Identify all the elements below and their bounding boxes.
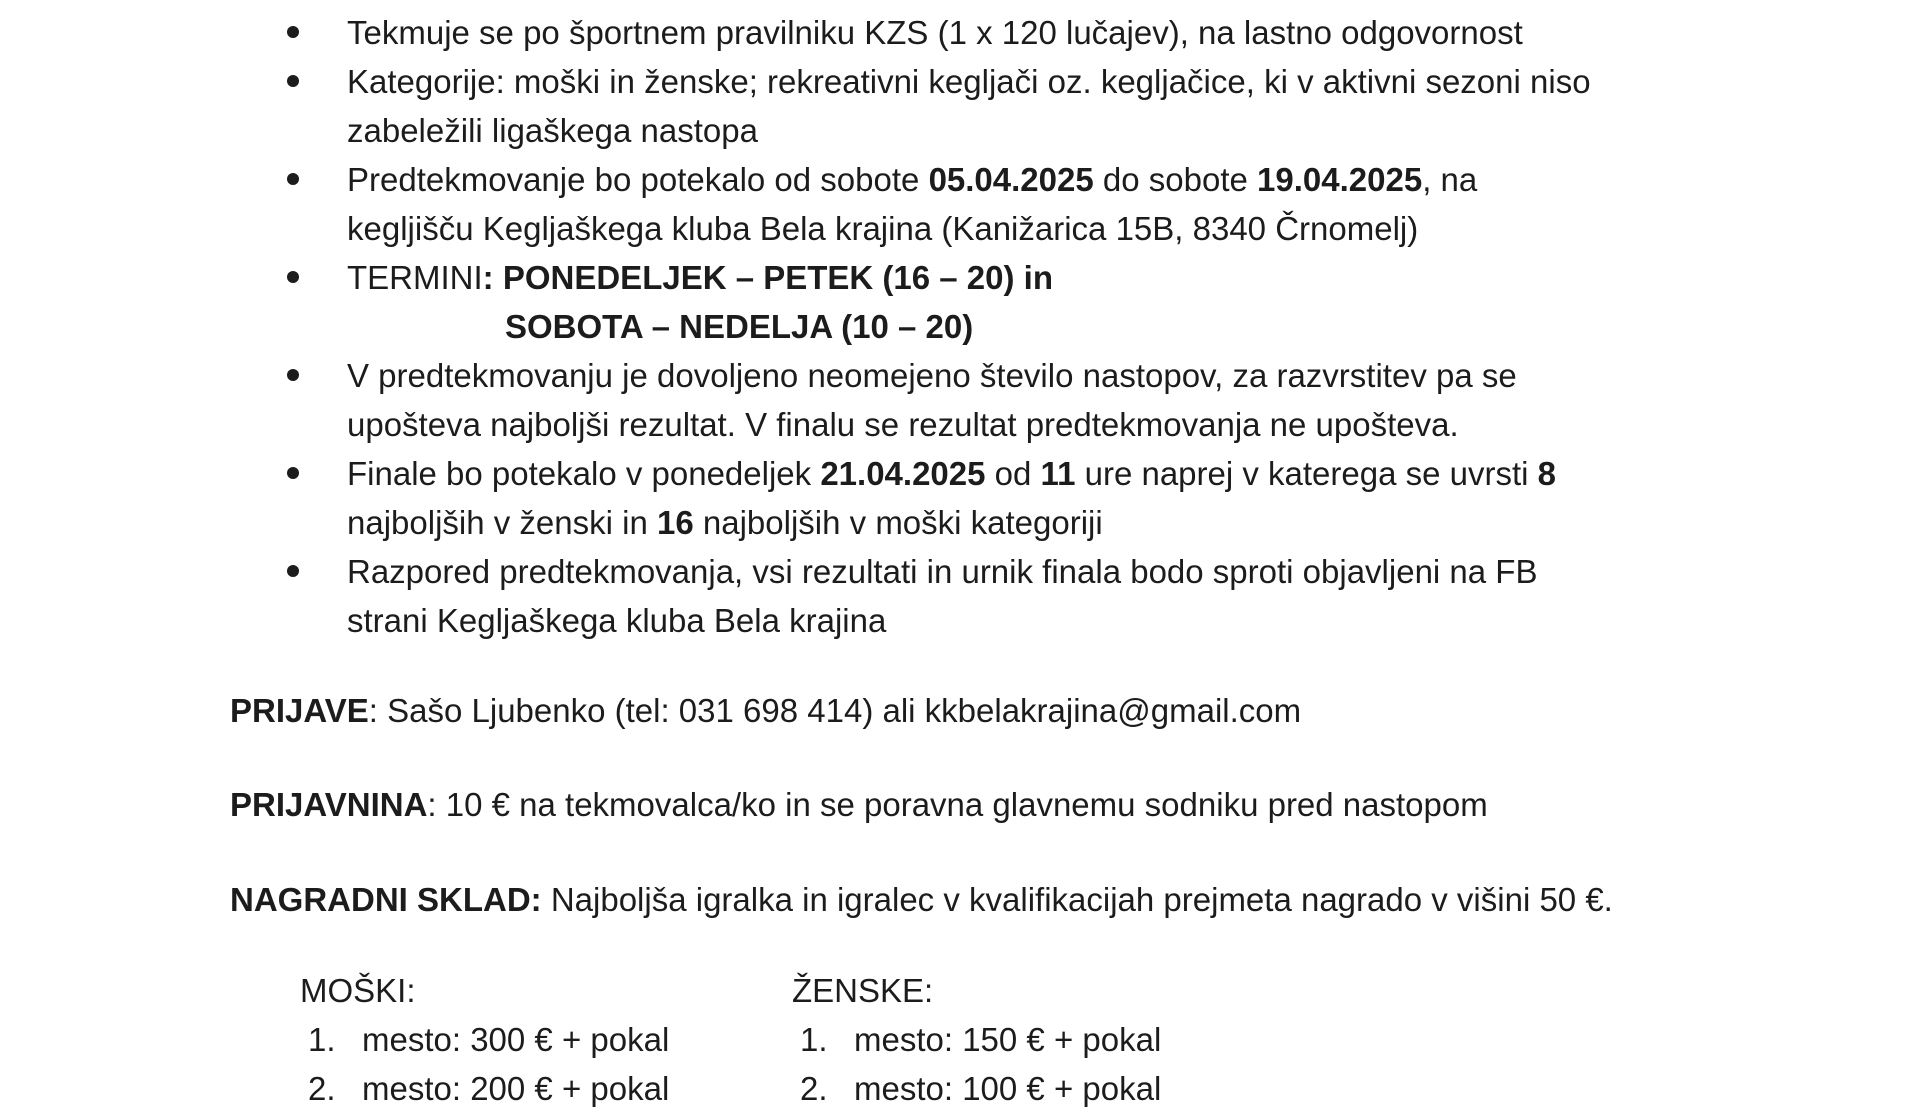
- prijavnina-label: PRIJAVNINA: [230, 786, 428, 823]
- prijave-label: PRIJAVE: [230, 692, 369, 729]
- text: Finale bo potekalo v ponedeljek: [347, 455, 821, 492]
- nagradni-sklad-text: Najboljša igralka in igralec v kvalifikacijah prejmeta nagrado v višini 50 €.: [541, 881, 1613, 918]
- text: Kategorije: moški in ženske; rekreativni kegljači oz. kegljačice, ki v aktivni sezoni niso: [347, 63, 1591, 100]
- bullet-dot-icon: [287, 75, 299, 87]
- text: Razpored predtekmovanja, vsi rezultati in urnik finala bodo sproti objavljeni na FB: [347, 553, 1538, 590]
- bullet-line: [347, 400, 1727, 449]
- text: V predtekmovanju je dovoljeno neomejeno število nastopov, za razvrstitev pa se: [347, 357, 1517, 394]
- zenske-prize-row: [792, 1064, 1161, 1113]
- bullet-line: [347, 8, 1727, 57]
- bullet-dot-icon: [287, 565, 299, 577]
- text: Tekmuje se po športnem pravilniku KZS (1 x 120 lučajev), na lastno odgovornost: [347, 14, 1523, 51]
- moski-prize-row: [300, 1015, 669, 1064]
- prize-text: mesto: 100 € + pokal: [854, 1070, 1162, 1107]
- bullet-line: [347, 106, 1727, 155]
- bullet-dot-icon: [287, 271, 299, 283]
- zenske-prize-row: [792, 1015, 1161, 1064]
- bold-text: : PONEDELJEK – PETEK (16 – 20) in: [482, 259, 1054, 296]
- bullet-dot-icon: [287, 26, 299, 38]
- nagradni-sklad-label: NAGRADNI SKLAD:: [230, 881, 542, 918]
- text: zabeležili ligaškega nastopa: [347, 112, 758, 149]
- prijavnina-text: : 10 € na tekmovalca/ko in se poravna glavnemu sodniku pred nastopom: [427, 786, 1488, 823]
- prize-text: mesto: 150 € + pokal: [854, 1021, 1162, 1058]
- bullet-item: [0, 449, 1727, 547]
- text: , na: [1422, 161, 1478, 198]
- bullet-line: [347, 449, 1727, 498]
- bullet-line: [347, 57, 1727, 106]
- moski-prize-list: [300, 966, 669, 1113]
- text: ure naprej v katerega se uvrsti: [1075, 455, 1538, 492]
- bullet-line: [347, 253, 1727, 302]
- nagradni-sklad-line: [230, 875, 1613, 924]
- bullet-dot-icon: [287, 173, 299, 185]
- bullet-item: [0, 8, 1727, 57]
- bold-text: 11: [1040, 455, 1076, 492]
- bullet-item: [0, 57, 1727, 155]
- bullet-line: [347, 302, 1727, 351]
- zenske-heading: ŽENSKE:: [792, 972, 934, 1009]
- text: upošteva najboljši rezultat. V finalu se rezultat predtekmovanja ne upošteva.: [347, 406, 1459, 443]
- prize-text: mesto: 300 € + pokal: [362, 1021, 670, 1058]
- bold-text: 19.04.2025: [1257, 161, 1423, 198]
- prize-number: 1.: [800, 1021, 828, 1058]
- bullet-line: [347, 351, 1727, 400]
- bold-text: 05.04.2025: [928, 161, 1094, 198]
- bullet-line: [347, 155, 1727, 204]
- bullet-line: [347, 596, 1727, 645]
- rules-bullet-list: [0, 8, 1727, 645]
- bold-text: 8: [1537, 455, 1557, 492]
- bullet-line: [347, 547, 1727, 596]
- bullet-item: [0, 155, 1727, 253]
- text: od: [985, 455, 1041, 492]
- prize-number: 2.: [308, 1070, 336, 1107]
- bullet-dot-icon: [287, 369, 299, 381]
- moski-prize-row: [300, 1064, 669, 1113]
- prijave-text: : Sašo Ljubenko (tel: 031 698 414) ali kkbelakrajina@gmail.com: [368, 692, 1302, 729]
- zenske-prize-list: [792, 966, 1161, 1113]
- text: kegljišču Kegljaškega kluba Bela krajina (Kanižarica 15B, 8340 Črnomelj): [347, 210, 1419, 247]
- text: Predtekmovanje bo potekalo od sobote: [347, 161, 929, 198]
- bold-text: SOBOTA – NEDELJA (10 – 20): [505, 308, 974, 345]
- prize-number: 2.: [800, 1070, 828, 1107]
- text: strani Kegljaškega kluba Bela krajina: [347, 602, 887, 639]
- bullet-item: [0, 547, 1727, 645]
- text: TERMINI: [347, 259, 483, 296]
- prijave-line: [230, 686, 1301, 735]
- bold-text: 21.04.2025: [820, 455, 986, 492]
- prize-text: mesto: 200 € + pokal: [362, 1070, 670, 1107]
- text: najboljših v ženski in: [347, 504, 657, 541]
- text: najboljših v moški kategoriji: [693, 504, 1103, 541]
- bullet-item: [0, 351, 1727, 449]
- bullet-line: [347, 204, 1727, 253]
- bullet-line: [347, 498, 1727, 547]
- bullet-dot-icon: [287, 467, 299, 479]
- bold-text: 16: [657, 504, 694, 541]
- prijavnina-line: [230, 780, 1488, 829]
- text: do sobote: [1093, 161, 1258, 198]
- moski-heading: MOŠKI:: [300, 972, 416, 1009]
- prize-number: 1.: [308, 1021, 336, 1058]
- bullet-item: [0, 253, 1727, 351]
